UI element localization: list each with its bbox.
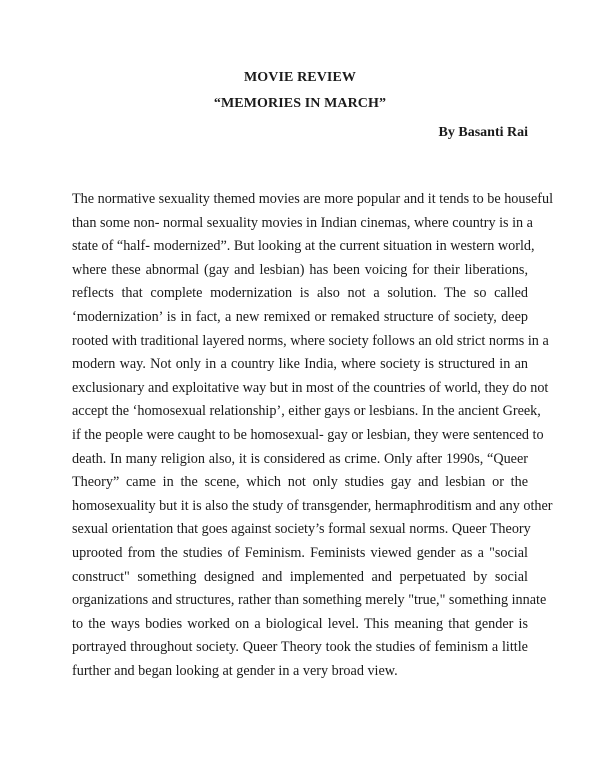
- body-line: further and began looking at gender in a very broad view.: [72, 662, 398, 679]
- body-line: exclusionary and exploitative way but in most of the countries of world, they do not: [72, 379, 549, 396]
- body-line: organizations and structures, rather than something merely "true," something innate: [72, 592, 547, 609]
- body-line: rooted with traditional layered norms, where society follows an old strict norms in a: [72, 332, 549, 349]
- body-line: ‘modernization’ is in fact, a new remixed or remaked structure of society, deep: [72, 308, 528, 325]
- author-byline: By Basanti Rai: [438, 125, 528, 140]
- body-line: where these abnormal (gay and lesbian) has been voicing for their liberations,: [72, 261, 528, 278]
- body-line: construct" something designed and implemented and perpetuated by social: [72, 568, 528, 585]
- body-line: to the ways bodies worked on a biological level. This meaning that gender is: [72, 615, 528, 632]
- body-line: reflects that complete modernization is also not a solution. The so called: [72, 285, 528, 302]
- body-line: accept the ‘homosexual relationship’, either gays or lesbians. In the ancient Greek,: [72, 403, 541, 420]
- body-line: The normative sexuality themed movies are more popular and it tends to be houseful: [72, 191, 554, 207]
- body-line: death. In many religion also, it is considered as crime. Only after 1990s, “Queer: [72, 450, 528, 467]
- body-line: than some non- normal sexuality movies in Indian cinemas, where country is in a: [72, 214, 533, 231]
- body-line: sexual orientation that goes against society’s formal sexual norms. Queer Theory: [72, 521, 531, 538]
- body-line: homosexuality but it is also the study of transgender, hermaphroditism and any other: [72, 497, 553, 514]
- body-line: if the people were caught to be homosexual- gay or lesbian, they were sentenced to: [72, 426, 544, 443]
- body-line: uprooted from the studies of Feminism. Feminists viewed gender as a "social: [72, 544, 528, 561]
- review-title: “MEMORIES IN MARCH”: [213, 96, 387, 111]
- body-line: modern way. Not only in a country like India, where society is structured in an: [72, 356, 528, 373]
- review-body-paragraph: [72, 188, 554, 683]
- body-line: state of “half- modernized”. But looking at the current situation in western world,: [72, 238, 535, 255]
- body-line: Theory” came in the scene, which not only studies gay and lesbian or the: [72, 474, 528, 491]
- body-line: portrayed throughout society. Queer Theory took the studies of feminism a little: [72, 639, 528, 656]
- section-label: MOVIE REVIEW: [243, 70, 357, 85]
